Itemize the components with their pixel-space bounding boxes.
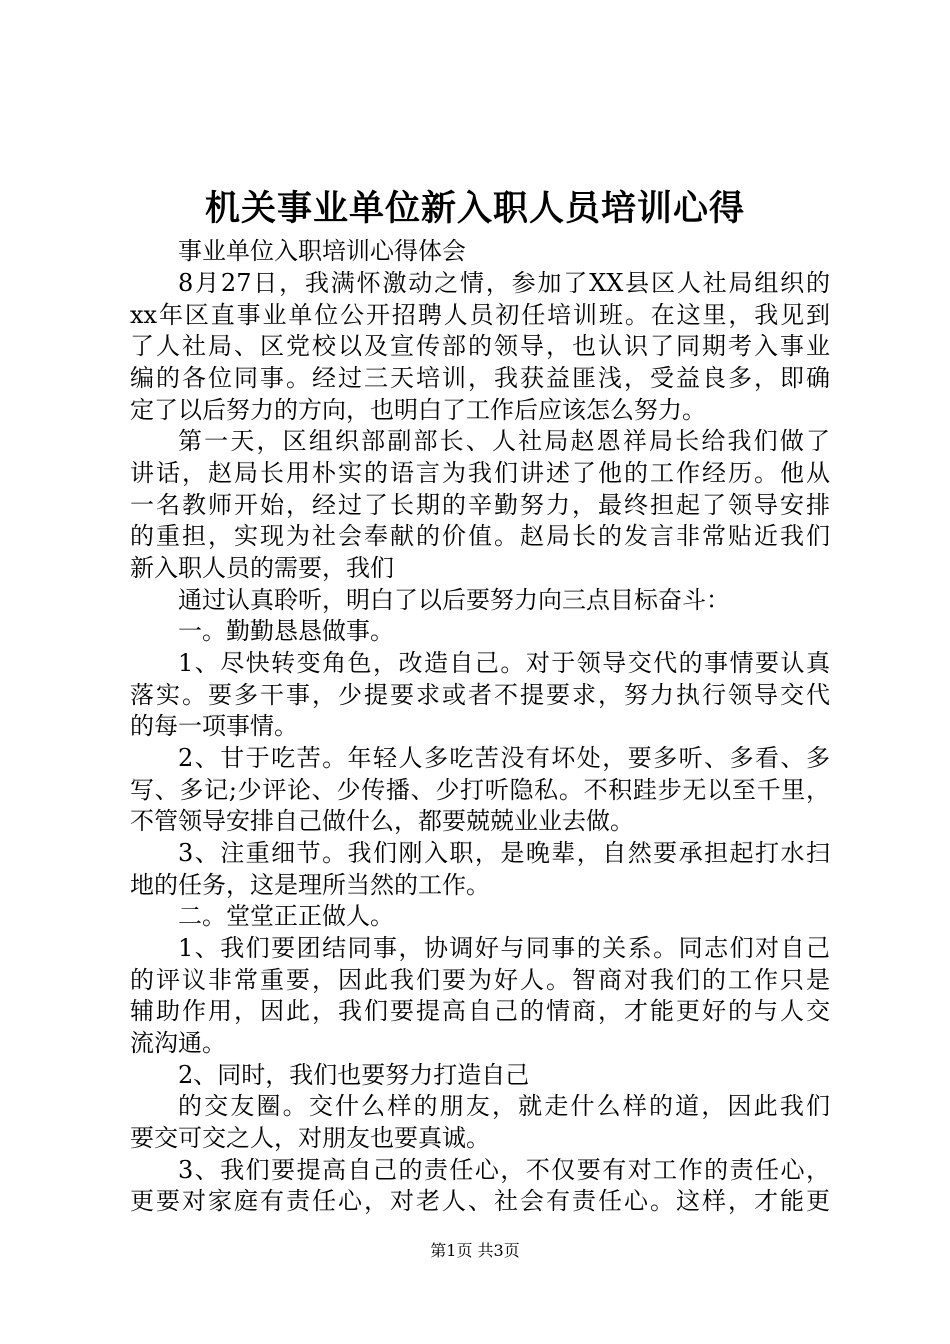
text-line: 了人社局、区党校以及宣传部的领导，也认识了同期考入事业 xyxy=(130,332,830,360)
text-line: 2、甘于吃苦。年轻人多吃苦没有坏处，要多听、多看、多 xyxy=(178,744,830,772)
text-line: 3、我们要提高自己的责任心，不仅要有对工作的责任心， xyxy=(178,1156,830,1184)
text-line: 不管领导安排自己做什么，都要兢兢业业去做。 xyxy=(130,807,634,835)
text-line: 要交可交之人，对朋友也要真诚。 xyxy=(130,1124,490,1152)
text-line: 一名教师开始，经过了长期的辛勤努力，最终担起了领导安排 xyxy=(130,491,830,519)
text-line: xx年区直事业单位公开招聘人员初任培训班。在这里，我见到 xyxy=(130,301,830,329)
text-line: 地的任务，这是理所当然的工作。 xyxy=(130,871,490,899)
text-line: 辅助作用，因此，我们要提高自己的情商，才能更好的与人交 xyxy=(130,997,830,1025)
text-line: 1、我们要团结同事，协调好与同事的关系。同志们对自己 xyxy=(178,934,830,962)
text-line: 更要对家庭有责任心，对老人、社会有责任心。这样，才能更 xyxy=(130,1187,830,1215)
text-line: 定了以后努力的方向，也明白了工作后应该怎么努力。 xyxy=(130,396,706,424)
text-line: 2、同时，我们也要努力打造自己 xyxy=(178,1061,530,1089)
text-line: 事业单位入职培训心得体会 xyxy=(178,237,466,265)
text-line: 二。堂堂正正做人。 xyxy=(178,902,394,930)
text-line: 通过认真聆听，明白了以后要努力向三点目标奋斗： xyxy=(178,586,730,614)
text-line: 3、注重细节。我们刚入职，是晚辈，自然要承担起打水扫 xyxy=(178,839,830,867)
text-line: 1、尽快转变角色，改造自己。对于领导交代的事情要认真 xyxy=(178,649,830,677)
document-title: 机关事业单位新入职人员培训心得 xyxy=(204,188,745,229)
text-line: 流沟通。 xyxy=(130,1029,226,1057)
page-number-footer: 第1页 共3页 xyxy=(430,1241,520,1260)
text-line: 落实。要多干事，少提要求或者不提要求，努力执行领导交代 xyxy=(130,681,830,709)
text-line: 8月27日，我满怀激动之情，参加了XX县区人社局组织的 xyxy=(178,269,830,297)
text-line: 编的各位同事。经过三天培训，我获益匪浅，受益良多，即确 xyxy=(130,364,830,392)
text-line: 新入职人员的需要，我们 xyxy=(130,554,394,582)
text-line: 第一天，区组织部副部长、人社局赵恩祥局长给我们做了 xyxy=(178,427,830,455)
text-line: 讲话，赵局长用朴实的语言为我们讲述了他的工作经历。他从 xyxy=(130,459,830,487)
text-line: 的评议非常重要，因此我们要为好人。智商对我们的工作只是 xyxy=(130,966,830,994)
text-line: 的每一项事情。 xyxy=(130,712,298,740)
text-line: 一。勤勤恳恳做事。 xyxy=(178,617,394,645)
text-line: 的重担，实现为社会奉献的价值。赵局长的发言非常贴近我们 xyxy=(130,522,830,550)
text-line: 的交友圈。交什么样的朋友，就走什么样的道，因此我们 xyxy=(178,1092,830,1120)
text-line: 写、多记;少评论、少传播、少打听隐私。不积跬步无以至千里， xyxy=(130,776,830,804)
